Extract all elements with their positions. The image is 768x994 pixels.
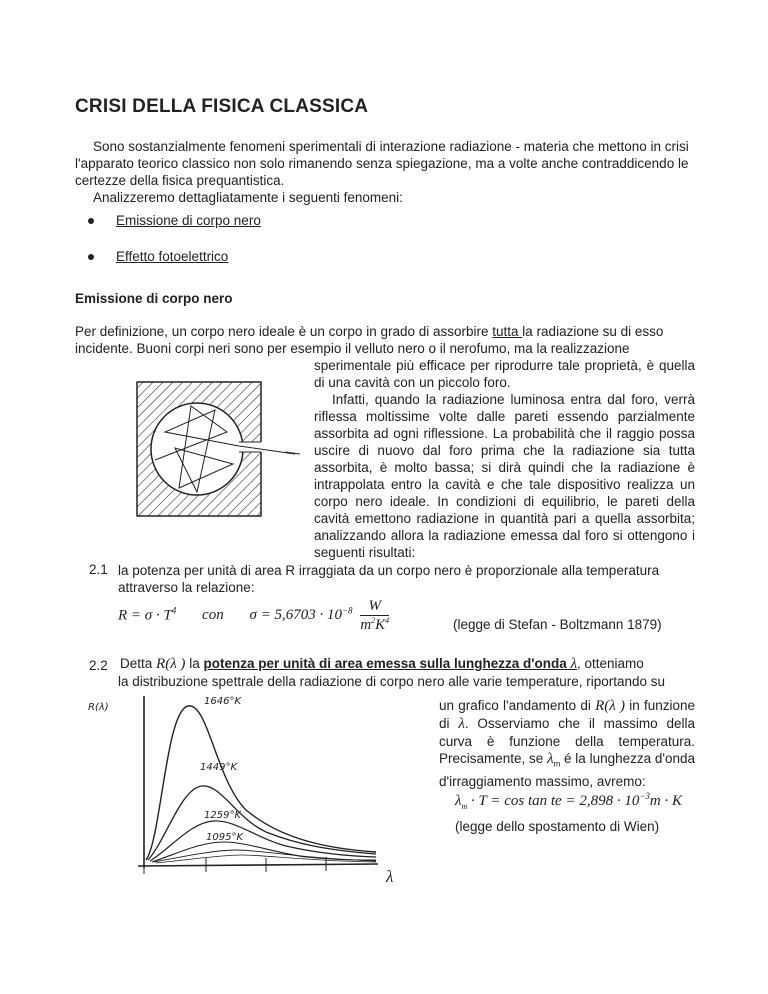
item2-bold: potenza per unità di area emessa sulla lunghezza d'onda: [203, 656, 571, 671]
list-item: [88, 213, 261, 228]
curve-label: 1646°K: [204, 696, 242, 707]
curve-label: 1095°K: [206, 832, 244, 843]
item2-post: , otteniamo: [577, 656, 644, 671]
y-axis-label: R(λ): [88, 702, 109, 713]
item2-lambda: λ: [570, 656, 578, 672]
desc-lm: λ: [547, 751, 554, 767]
eq-den-k: K: [375, 617, 386, 633]
desc-l: λ: [458, 716, 465, 732]
section-heading: Emissione di corpo nero: [75, 291, 233, 306]
eq-den: $m^2K^4$: [360, 616, 390, 633]
item-number: 2.1: [89, 562, 108, 577]
curve-label: 1259°K: [204, 810, 242, 821]
curve-1259: [150, 821, 376, 861]
para-text-2: la radiazione su di esso incidente. Buoni corpi neri sono per esempio il velluto nero o il nerofumo, ma la realizzazione: [75, 324, 664, 356]
wien-rest: · T = cos tan te = 2,898 · 10: [467, 793, 640, 809]
bullet-icon: [88, 218, 94, 224]
stefan-equation: [118, 598, 389, 634]
list-item: [88, 249, 261, 264]
para-underline: tutta: [492, 324, 523, 339]
item2-mid: la: [185, 656, 204, 671]
stefan-comment: (legge di Stefan - Boltzmann 1879): [453, 617, 662, 632]
page-title: CRISI DELLA FISICA CLASSICA: [75, 96, 369, 117]
cavity-text-2: Infatti, quando la radiazione luminosa entra dal foro, verrà riflessa moltissime volte dalle pareti essendo parzialmente assorbita ad ogni riflessione. La probabilità che il raggio possa uscire di nuovo dal foro prima che la radiazione sia tutta assorbita, è molto bassa; si dirà quindi che la radiazione è intrappolata entro la cavità e che tale dispositivo realizza un corpo nero ideale. In condizioni di equilibrio, le pareti della cavità emettono radiazione in quantità pari a quella assorbita; analizzando allora la radiazione emessa dal foro si ottengono i seguenti risultati:: [314, 392, 695, 560]
desc-b: in funzione di: [439, 698, 695, 731]
wien-exp: −3: [639, 791, 650, 801]
item2-line2: la distribuzione spettrale della radiazione di corpo nero alle varie temperature, riportando su: [118, 674, 666, 689]
para-text: Per definizione, un corpo nero ideale è un corpo in grado di assorbire: [75, 324, 493, 339]
item2-line1: [120, 656, 700, 673]
eq-sigma-exp: −8: [341, 605, 353, 616]
eq-left: R = σ · T: [118, 607, 172, 624]
item2-pre: Detta: [120, 656, 157, 671]
wien-tail: m · K: [649, 793, 683, 809]
wien-equation: [455, 791, 682, 811]
desc-r: R(λ ): [595, 698, 625, 714]
bullet-icon: [88, 254, 94, 260]
link-emissione[interactable]: Emissione di corpo nero: [116, 213, 261, 228]
item2-r-lambda: R(λ ): [156, 656, 186, 672]
desc-a: un grafico l'andamento di: [439, 698, 596, 713]
cavity-text-1: sperimentale più efficace per riprodurre tale proprietà, è quella di una cavità con un piccolo foro.: [314, 358, 695, 390]
curve-label: 1449°K: [200, 762, 238, 773]
stefan-text: la potenza per unità di area R irraggiata da un corpo nero è proporzionale alla temperatura attraverso la relazione:: [118, 563, 660, 595]
intro-paragraph: [75, 138, 695, 206]
eq-den-m: m: [360, 617, 372, 633]
eq-con: con: [202, 607, 224, 624]
desc-d: é la lunghezza d'onda d'irraggiamento massimo, avremo:: [439, 751, 695, 789]
desc-c: . Osserviamo che il massimo della curva è funzione della temperatura. Precisamente, se: [439, 716, 695, 766]
section-paragraph: [75, 323, 695, 357]
intro-text-2: Analizzeremo dettagliatamente i seguenti fenomeni:: [93, 190, 403, 205]
wien-comment: (legge dello spostamento di Wien): [455, 819, 660, 834]
bullet-list: [88, 213, 261, 285]
intro-text: Sono sostanzialmente fenomeni sperimentali di interazione radiazione - materia che mettono in crisi l'apparato teorico classico non solo rimanendo senza spiegazione, ma a volte anche contraddicendo le certezze della fisica prequantistica.: [75, 139, 689, 188]
item-number: 2.2: [89, 658, 108, 673]
eq-sigma: σ = 5,6703 · 10: [249, 607, 342, 624]
eq-num: W: [360, 598, 389, 616]
desc-lm-sub: m: [553, 759, 561, 769]
x-axis-label: λ: [386, 867, 394, 886]
link-fotoelettrico[interactable]: Effetto fotoelettrico: [116, 249, 229, 264]
x-axis: [138, 864, 378, 866]
wien-l: λ: [455, 793, 462, 809]
blackbody-graph: [86, 690, 416, 890]
graph-description: [439, 697, 695, 790]
eq-fraction: [360, 598, 389, 634]
wien-sub: m: [461, 802, 468, 811]
cavity-diagram: [135, 380, 435, 530]
eq-exp: 4: [171, 605, 177, 616]
